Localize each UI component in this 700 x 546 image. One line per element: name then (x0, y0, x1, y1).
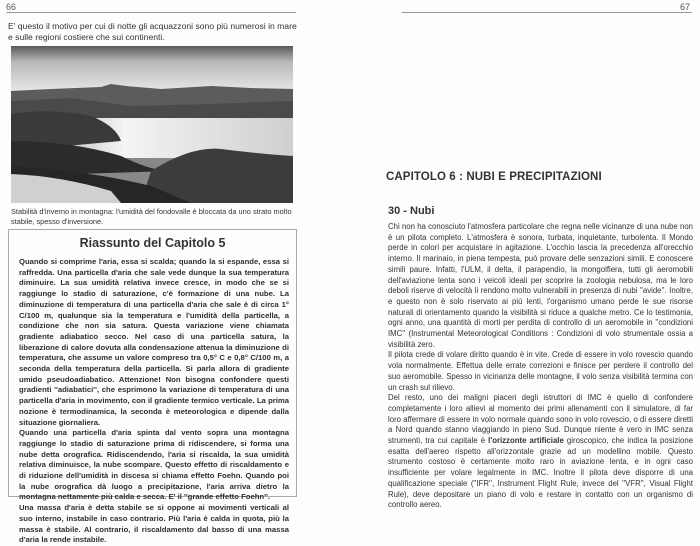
summary-paragraph: Una massa d'aria è detta stabile se si oppone ai movimenti verticali al suo interno, instabile in caso contrario. Più l'aria è calda in quota, più la massa è stabile. Al contrario, il riscaldamento dal basso di una massa d'aria la rende instabile. (19, 503, 289, 545)
paragraph-text: Del resto, uno dei maligni piaceri degli istruttori di IMC è quello di confondere completamente i loro allievi al momento dei primi allenamenti con il simulatore, di far loro affermare di essere in volo normale quando sono in volo rovescio, o di essere diretti a Nord quando stanno viaggiando in pieno Sud. Dunque niente è vero in IMC senza strumenti, tra cui capitale è (388, 393, 693, 446)
intro-paragraph: E' questo il motivo per cui di notte gli acquazzoni sono più numerosi in mare e sulle regioni costiere che sui continenti. (8, 21, 297, 42)
chapter-summary-box (8, 229, 297, 545)
body-paragraph: Chi non ha conosciuto l'atmosfera particolare che regna nelle vicinanze di una nube non è un pilota completo. L'atmosfera è sonora, turbata, inquietante, turbolenta. Il Mondo perde in colori per acquistare in agitazione. L'occhio lascia la precedenza all'orecchio interno. Il marinaio, in piena tempesta, può provare delle senzazioni simili. E conoscere simili paure. Infatti, l'ULM, il delta, il parapendio, la mongolfiera, tutti gli aeromobili dell'aviazione lenta sono i veicoli ideali per scoprire la zoologia nebulosa, ma le loro deboli riserve di velocità li rendono molto vulnerabili in presenza di nubi ''avide''. Inoltre, e questo non è solo riservato ai più lenti, l'organismo umano perde le sue risorse naturali di orientamento quando la visibilità si riduce a qualche metro. Ce lo testimonia, ogni anno, una quantità di morti per perdita di controllo di un aeromobile in ''condizioni IMC'' (Instrumental Meteorological Conditions : Condizioni di volo strumentale ossia a visibilità zero. (388, 222, 693, 349)
left-page (0, 0, 350, 545)
body-paragraph: Il pilota crede di volare diritto quando è in vite. Crede di essere in volo rovescio quando vola normalmente. Effettua delle errate correzioni e finisce per perdere il controllo del suo aeromobile. Spesso in vicinanza delle montagne, il volo senza visibilità termina con un crash sul rilievo. (388, 350, 693, 392)
right-page (350, 0, 700, 510)
mountain-fog-photo (11, 46, 293, 203)
summary-title: Riassunto del Capitolo 5 (79, 236, 226, 250)
section-title: 30 - Nubi (388, 205, 435, 217)
summary-paragraph: Quando una particella d'aria spinta dal vento sopra una montagna raggiunge lo stadio di saturazione prima di ridiscendere, si forma una nube detta orografica. Ridiscendendo, l'aria si riscalda, la sua umidità relativa diminuisce, la nube scompare. Questo effetto di riscaldamento e di riduzione dell'umidità in discesa si chiama effetto Foehn. Quando poi la nube orografica dà luogo a precipitazione, l'aria arriva dietro la montagna nettamente più calda e secca. E' il ''grande effetto Foehn''. (19, 428, 289, 502)
chapter-title: CAPITOLO 6 : NUBI E PRECIPITAZIONI (386, 171, 602, 183)
page-number: 67 (679, 2, 690, 12)
page-number: 66 (6, 2, 17, 12)
header-rule (6, 12, 296, 13)
photo-caption: Stabilità d'inverno in montagna: l'umidità del fondovalle è bloccata da uno strato molto stabile, spesso d'inversione. (11, 207, 292, 226)
header-rule (402, 12, 692, 13)
bold-term: l'orizzonte artificiale (488, 436, 564, 446)
paragraph-text: giroscopico, che indica la posizione esatta dell'aereo rispetto all'orizzontale grazie ad un modellino mobile. Questo strumento costoso è certamente molto raro in aviazione lenta, e in ogni caso insufficiente per volare legalmente in IMC. Inoltre il pilota deve disporre di una qualificazione speciale (''IFR'', Instrument Flight Rule, invece del ''VFR'', Visual Flight Rule), deve depositare un piano di volo e restare in contatto con un organismo di controllo aereo. (388, 436, 693, 510)
body-text (388, 222, 693, 511)
summary-paragraph: Quando si comprime l'aria, essa si scalda; quando la si espande, essa si raffredda. Una particella d'aria che sale vede dunque la sua temperatura diminuire. La sua umidità relativa invece cresce, in modo che se si raggiunge lo stadio di saturazione, c'è formazione di una nube. La diminuzione di temperatura di una particella d'aria che sale è di circa 1° C/100 m, qualunque sia la temperatura e l'umidità della particella, a condizione che non sia satura. Questa variazione viene chiamata gradiente adiabatico secco. Nel caso di una particella satura, la liberazione di calore dovuta alla condensazione attenua la diminuzione di temperatura, che assume un valore compreso tra 0,5° C e 0,8° C/100 m, a seconda della temperatura della particella. Si parla allora di gradiente umido pseudoadiabatico. Attenzione! Non bisogna confondere questi gradienti ''adiabatici'', che esprimono la variazione di temperatura di una particella d'aria in movimento, con il gradiente termico verticale. La prima nozione è termodinamica, la seconda è meteorologica e dipende dalla situazione giornaliera. (19, 257, 289, 427)
body-paragraph (388, 393, 693, 511)
summary-body (19, 257, 289, 546)
